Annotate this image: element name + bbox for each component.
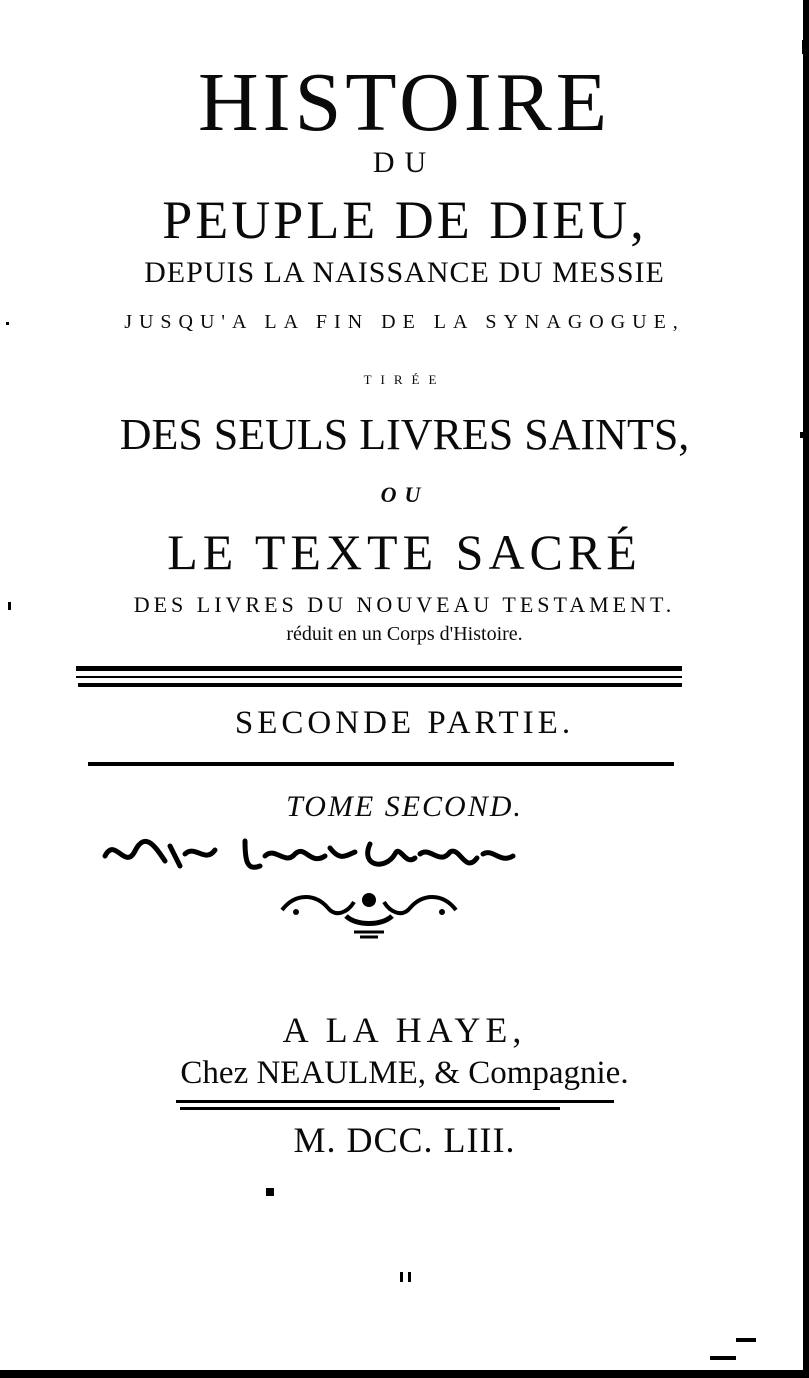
- title-reduit: réduit en un Corps d'Histoire.: [286, 623, 523, 645]
- volume-label: TOME SECOND.: [286, 790, 523, 823]
- title-source: DES SEULS LIVRES SAINTS,: [119, 410, 690, 459]
- title-ou: OU: [380, 482, 429, 507]
- imprint-year: M. DCC. LIII.: [293, 1120, 516, 1160]
- title-tiree: TIRÉE: [363, 372, 446, 387]
- imprint-publisher: Chez NEAULME, & Compagnie.: [180, 1055, 629, 1091]
- title-du: DU: [372, 146, 437, 179]
- title-jusqu: JUSQU'A LA FIN DE LA SYNAGOGUE,: [124, 311, 685, 333]
- title-texte-sacre: LE TEXTE SACRÉ: [167, 524, 642, 580]
- title-subject: PEUPLE DE DIEU,: [162, 190, 647, 250]
- title-depuis: DEPUIS LA NAISSANCE DU MESSIE: [144, 256, 665, 289]
- book-title: HISTOIRE: [197, 56, 612, 149]
- title-livres: DES LIVRES DU NOUVEAU TESTAMENT.: [133, 592, 676, 617]
- part-label: SECONDE PARTIE.: [234, 705, 575, 741]
- imprint-place: A LA HAYE,: [282, 1010, 527, 1050]
